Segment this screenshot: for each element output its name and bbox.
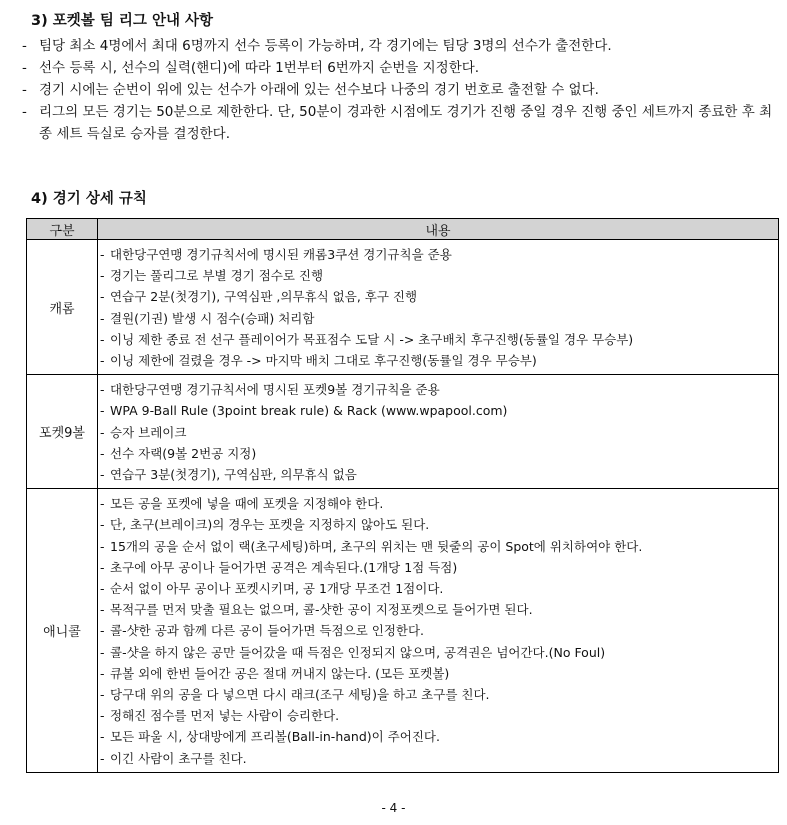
list-item xyxy=(22,79,774,101)
table-row-pocket9 xyxy=(27,375,779,489)
dash-marker: - xyxy=(100,289,105,305)
rule-item xyxy=(98,663,775,684)
rule-item xyxy=(98,620,775,641)
dash-marker: - xyxy=(100,310,105,326)
rule-text: 결원(기권) 발생 시 점수(승패) 처리함 xyxy=(110,310,315,326)
rule-item xyxy=(98,642,775,663)
rule-item xyxy=(98,557,775,578)
dash-marker: - xyxy=(100,602,105,618)
list-item-text: 선수 등록 시, 선수의 실력(핸디)에 따라 1번부터 6번까지 순번을 지정한다. xyxy=(39,60,480,76)
rule-text: 콜-샷을 하지 않은 공만 들어갔을 때 득점은 인정되지 않으며, 공격권은 넘어간다.(No Foul) xyxy=(110,644,606,660)
rule-item xyxy=(98,705,775,726)
dash-marker: - xyxy=(100,496,105,512)
rule-item xyxy=(98,748,775,769)
dash-marker: - xyxy=(100,382,105,398)
category-cell: 포켓9볼 xyxy=(27,375,98,489)
dash-marker: - xyxy=(100,665,105,681)
rule-item xyxy=(98,443,775,464)
dash-marker: - xyxy=(100,538,105,554)
rule-text: 콜-샷한 공과 함께 다른 공이 들어가면 득점으로 인정한다. xyxy=(110,623,425,639)
dash-marker: - xyxy=(100,247,105,262)
rule-text: 이긴 사람이 초구를 친다. xyxy=(110,750,247,766)
dash-marker: - xyxy=(22,82,27,98)
rule-item xyxy=(98,514,775,535)
dash-marker: - xyxy=(100,445,105,461)
rule-item xyxy=(98,422,775,443)
table-header-row xyxy=(27,219,779,240)
dash-marker: - xyxy=(100,331,105,347)
rule-text: 목적구를 먼저 맞출 필요는 없으며, 콜-샷한 공이 지정포켓으로 들어가면 된다. xyxy=(110,602,533,618)
rule-item xyxy=(98,329,775,350)
rule-item xyxy=(98,244,775,265)
rule-item xyxy=(98,578,775,599)
rule-text: 정해진 점수를 먼저 넣는 사람이 승리한다. xyxy=(110,708,340,724)
list-item xyxy=(22,35,774,57)
dash-marker: - xyxy=(100,750,105,766)
rule-text: 연습구 3분(첫경기), 구역심판, 의무휴식 없음 xyxy=(110,467,357,483)
dash-marker: - xyxy=(100,517,105,533)
rule-item xyxy=(98,536,775,557)
section-3-bullet-list xyxy=(22,35,774,145)
rules-table xyxy=(26,218,779,773)
dash-marker: - xyxy=(100,353,105,369)
rule-text: 단, 초구(브레이크)의 경우는 포켓을 지정하지 않아도 된다. xyxy=(110,517,430,533)
dash-marker: - xyxy=(100,559,105,575)
rule-text: 이닝 제한 종료 전 선구 플레이어가 목표점수 도달 시 -> 초구배치 후구진행(동률일 경우 무승부) xyxy=(110,331,634,347)
dash-marker: - xyxy=(100,644,105,660)
rule-item xyxy=(98,684,775,705)
dash-marker: - xyxy=(100,424,105,440)
dash-marker: - xyxy=(100,268,105,284)
rule-item xyxy=(98,599,775,620)
dash-marker: - xyxy=(100,708,105,724)
list-item-text: 경기 시에는 순번이 위에 있는 선수가 아래에 있는 선수보다 나중의 경기 번호로 출전할 수 없다. xyxy=(39,82,599,98)
dash-marker: - xyxy=(22,38,27,54)
rule-item xyxy=(98,308,775,329)
page-number: - 4 - xyxy=(381,801,406,815)
rule-item xyxy=(98,379,775,400)
rule-text: 순서 없이 아무 공이나 포켓시키며, 공 1개당 무조건 1점이다. xyxy=(110,581,444,597)
rule-text: 15개의 공을 순서 없이 랙(초구세팅)하며, 초구의 위치는 맨 뒷줄의 공이 Spot에 위치하여야 한다. xyxy=(110,538,643,554)
list-item-text: 리그의 모든 경기는 50분으로 제한한다. 단, 50분이 경과한 시점에도 경기가 진행 중일 경우 진행 중인 세트까지 종료한 후 최종 세트 득실로 승자를 결정한다. xyxy=(39,104,773,142)
header-content: 내용 xyxy=(98,219,779,240)
rule-text: WPA 9-Ball Rule (3point break rule) & Rack (www.wpapool.com) xyxy=(110,403,508,419)
rule-item xyxy=(98,400,775,421)
section-3-title: 3) 포켓볼 팀 리그 안내 사항 xyxy=(31,13,214,29)
content-cell xyxy=(98,489,779,773)
dash-marker: - xyxy=(22,60,27,76)
rule-text: 모든 파울 시, 상대방에게 프리볼(Ball-in-hand)이 주어진다. xyxy=(110,729,440,745)
dash-marker: - xyxy=(100,687,105,703)
rule-item xyxy=(98,286,775,307)
content-cell xyxy=(98,240,779,375)
rule-text: 초구에 아무 공이나 들어가면 공격은 계속된다.(1개당 1점 득점) xyxy=(110,559,458,575)
dash-marker: - xyxy=(100,403,105,419)
rule-text: 대한당구연맹 경기규칙서에 명시된 캐롬3쿠션 경기규칙을 준용 xyxy=(110,247,452,262)
rule-text: 대한당구연맹 경기규칙서에 명시된 포켓9볼 경기규칙을 준용 xyxy=(110,382,440,398)
rule-text: 당구대 위의 공을 다 넣으면 다시 래크(조구 세팅)을 하고 초구를 친다. xyxy=(110,687,490,703)
table-row-carom xyxy=(27,240,779,375)
rule-list xyxy=(98,493,775,769)
rule-item xyxy=(98,493,775,514)
list-item xyxy=(22,101,774,145)
rule-text: 큐볼 외에 한번 들어간 공은 절대 꺼내지 않는다. (모든 포켓볼) xyxy=(110,665,450,681)
rule-item xyxy=(98,726,775,747)
dash-marker: - xyxy=(100,581,105,597)
rule-text: 승자 브레이크 xyxy=(110,424,187,440)
rule-item xyxy=(98,350,775,371)
list-item-text: 팀당 최소 4명에서 최대 6명까지 선수 등록이 가능하며, 각 경기에는 팀당 3명의 선수가 출전한다. xyxy=(39,38,612,54)
rule-item xyxy=(98,464,775,485)
rule-text: 연습구 2분(첫경기), 구역심판 ,의무휴식 없음, 후구 진행 xyxy=(110,289,418,305)
dash-marker: - xyxy=(100,729,105,745)
header-category: 구분 xyxy=(27,219,98,240)
section-4-title: 4) 경기 상세 규칙 xyxy=(31,191,147,207)
dash-marker: - xyxy=(22,104,27,120)
content-cell xyxy=(98,375,779,489)
rule-list xyxy=(98,244,775,371)
rule-text: 이닝 제한에 걸렸을 경우 -> 마지막 배치 그대로 후구진행(동률일 경우 무승부) xyxy=(110,353,537,369)
rule-text: 선수 자랙(9볼 2번공 지정) xyxy=(110,445,257,461)
rule-list xyxy=(98,379,775,485)
category-cell: 애니콜 xyxy=(27,489,98,773)
rule-text: 모든 공을 포켓에 넣을 때에 포켓을 지정해야 한다. xyxy=(110,496,384,512)
table-row-anycall xyxy=(27,489,779,773)
list-item xyxy=(22,57,774,79)
rule-item xyxy=(98,265,775,286)
category-cell: 캐롬 xyxy=(27,240,98,375)
dash-marker: - xyxy=(100,623,105,639)
rule-text: 경기는 풀리그로 부별 경기 점수로 진행 xyxy=(110,268,324,284)
dash-marker: - xyxy=(100,467,105,483)
